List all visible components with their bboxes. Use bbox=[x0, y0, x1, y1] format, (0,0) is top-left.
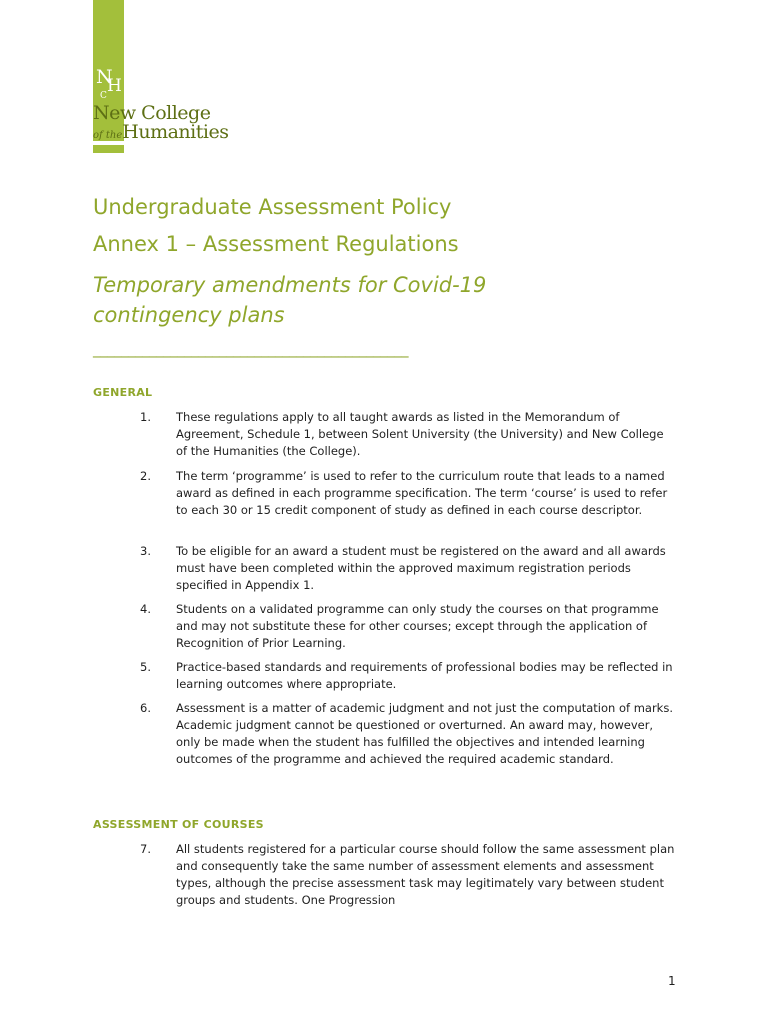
logo-text-line2 bbox=[93, 121, 228, 143]
item-number: 5. bbox=[140, 660, 151, 674]
logo-of-the: of the bbox=[93, 130, 123, 141]
logo-humanities: Humanities bbox=[122, 121, 229, 143]
monogram-c: C bbox=[100, 91, 107, 101]
section-heading-general: GENERAL bbox=[93, 386, 153, 399]
logo-text-line1: New College bbox=[93, 102, 211, 124]
item-text: These regulations apply to all taught awards as listed in the Memorandum of Agreement, Schedule 1, between Solent University (the University) and New College of the Humanities (the College). bbox=[176, 410, 664, 458]
monogram-h: H bbox=[107, 76, 122, 96]
item-number: 1. bbox=[140, 410, 151, 424]
item-text: The term ‘programme’ is used to refer to the curriculum route that leads to a named award as defined in each programme specification. The term ‘course’ is used to refer to each 30 or 15 credit component of study as defined in each course descriptor. bbox=[176, 469, 668, 517]
item-text: Practice-based standards and requirements of professional bodies may be reflected in learning outcomes where appropriate. bbox=[176, 660, 673, 691]
item-number: 4. bbox=[140, 602, 151, 616]
item-number: 2. bbox=[140, 469, 151, 483]
item-text: Students on a validated programme can only study the courses on that programme and may not substitute these for other courses; except through the application of Recognition of Prior Learning. bbox=[176, 602, 659, 650]
document-subtitle: Annex 1 – Assessment Regulations bbox=[93, 232, 459, 256]
item-text: To be eligible for an award a student must be registered on the award and all awards must have been completed within the approved maximum registration periods specified in Appendix 1. bbox=[176, 544, 666, 592]
page-number: 1 bbox=[668, 974, 676, 988]
logo-monogram bbox=[96, 66, 122, 101]
section-heading-assessment: ASSESSMENT OF COURSES bbox=[93, 818, 264, 831]
item-text: Assessment is a matter of academic judgment and not just the computation of marks. Academic judgment cannot be questioned or overturned. An award may, however, only be made when the student has fulfilled the objectives and intended learning outcomes of the programme and achieved the required academic standard. bbox=[176, 701, 673, 766]
document-amendment-title: Temporary amendments for Covid-19 contingency plans bbox=[93, 273, 487, 327]
document-title: Undergraduate Assessment Policy bbox=[93, 195, 452, 219]
item-text: All students registered for a particular course should follow the same assessment plan and consequently take the same number of assessment elements and assessment types, although the precise assessment task may legitimately vary between student groups and students. One Progression bbox=[176, 842, 675, 907]
logo-underbar bbox=[93, 145, 124, 153]
item-number: 6. bbox=[140, 701, 151, 715]
title-rule: _____________________________________________ bbox=[93, 340, 408, 358]
item-number: 7. bbox=[140, 842, 151, 856]
monogram-n: N bbox=[96, 66, 113, 88]
item-number: 3. bbox=[140, 544, 151, 558]
